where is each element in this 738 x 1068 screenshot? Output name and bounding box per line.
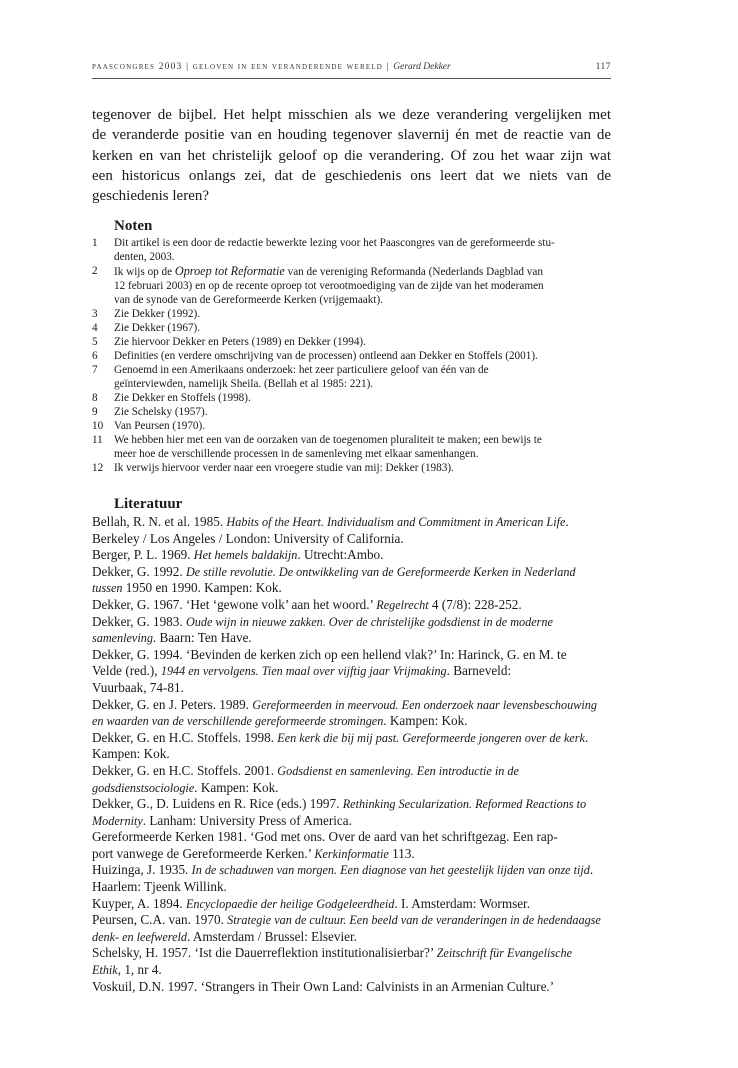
reference-line [92,696,611,714]
reference-text: Huizinga, J. 1935. [92,862,192,878]
reference-text: . [589,862,594,878]
reference-line [92,796,611,813]
note-item [92,433,611,461]
reference-text: . Kampen: Kok. [383,713,468,729]
reference-text: Dekker, G., D. Luidens en R. Rice (eds.) 1997. [92,796,343,812]
running-title: paascongres 2003 | geloven in een veranderende wereld | [92,62,390,72]
reference-line [92,812,611,830]
reference-title: 1944 en vervolgens. Tien maal over vijftig jaar Vrijmaking [160,664,447,679]
reference-text: Dekker, G. en H.C. Stoffels. 2001. [92,762,278,778]
reference-line [92,514,611,531]
note-item [92,307,611,321]
reference-line [92,563,611,581]
reference-line [92,713,611,730]
note-item [92,391,611,405]
reference-text: . Amsterdam / Brussel: Elsevier. [186,928,357,944]
notes-heading: Noten [114,218,153,234]
reference-title: Godsdienst en samenleving. Een introductie in de [277,763,519,778]
reference-line [92,845,611,863]
reference-line [92,580,611,597]
reference-text: . Baarn: Ten Have. [152,630,252,646]
reference-title: Oude wijn in nieuwe zakken. Over de christelijke godsdienst in de moderne [185,614,553,629]
note-line: meer hoe de verschillende processen in de samenleving met elkaar samenhangen. [114,448,479,460]
reference-text: 1950 en 1990. Kampen: Kok. [122,580,282,596]
reference-text: Dekker, G. en H.C. Stoffels. 1998. [92,729,278,745]
note-item [92,236,611,264]
reference-title: godsdienstsociologie [92,780,195,795]
note-number: 7 [92,364,98,376]
body-line: een historicus onlangs zei, dat de geschiedenis ons leert dat we niets van de [92,167,611,184]
note-item [92,264,611,307]
note-number: 8 [92,392,98,404]
running-head-author: Gerard Dekker [393,62,451,72]
reference-item [92,697,611,730]
body-line: kerken en van het christelijk geloof op die verandering. Of zou het waar zijn wat [92,147,611,164]
reference-line [92,895,611,913]
reference-line [92,596,611,614]
note-line: geïnterviewden, namelijk Sheila. (Bellah et al 1985: 221). [114,378,374,390]
reference-title: denk- en leefwereld [92,929,187,944]
reference-line [92,762,611,780]
reference-text: Bellah, R. N. et al. 1985. [92,514,227,529]
reference-text: 113. [388,845,415,861]
note-item [92,461,611,475]
reference-title: Regelrecht [376,597,429,612]
reference-title: Modernity [92,813,143,828]
reference-item [92,896,611,913]
reference-title: Gereformeerden in meervoud. Een onderzoek naar levensbeschouwing [252,697,597,712]
reference-text: , 1, nr 4. [117,962,162,978]
reference-line: Voskuil, D.N. 1997. ‘Strangers in Their Own Land: Calvinists in an Armenian Culture.’ [92,978,555,994]
reference-item [92,547,611,564]
note-line [114,264,611,279]
note-line: Van Peursen (1970). [114,420,206,432]
reference-item [92,862,611,895]
reference-item [92,597,611,614]
reference-item [92,979,611,996]
reference-item [92,763,611,796]
reference-item [92,514,611,547]
note-item [92,419,611,433]
note-line: Zie Schelsky (1957). [114,406,208,418]
reference-item [92,912,611,945]
note-line: 12 februari 2003) en op de recente oproep tot verootmoediging van de zijde van het moderamen [114,280,544,292]
reference-title: De stille revolutie. De ontwikkeling van de Gereformeerde Kerken in Nederland [185,564,576,579]
note-number: 12 [92,462,104,474]
reference-line [92,613,611,631]
reference-text: . Utrecht:Ambo. [297,547,384,563]
reference-line [92,962,611,979]
reference-line [92,630,611,647]
note-item [92,363,611,391]
body-line: tegenover de bijbel. Het helpt misschien als we deze verandering vergelijken met [92,107,611,123]
reference-line [92,862,611,879]
note-item [92,321,611,335]
body-paragraph [92,105,611,206]
reference-text: 4 (7/8): 228-252. [428,596,522,612]
note-line: Genoemd in een Amerikaans onderzoek: het zeer particuliere geloof van één van de [114,364,489,376]
reference-text: . Lanham: University Press of America. [142,812,352,828]
note-number: 10 [92,420,104,432]
notes-list [92,236,611,475]
reference-text: Dekker, G. en J. Peters. 1989. [92,696,253,712]
reference-line: Vuurbaak, 74-81. [92,679,184,695]
reference-text: . [584,729,589,745]
reference-line [92,928,611,946]
note-line: van de synode van de Gereformeerde Kerken (vrijgemaakt). [114,294,383,306]
reference-text: Dekker, G. 1992. [92,563,186,579]
reference-title: en waarden van de verschillende gereformeerde stromingen [92,714,384,729]
reference-title: Habits of the Heart. Individualism and Commitment in American Life [226,515,566,529]
reference-title: Kerkinformatie [314,846,389,861]
reference-title: Ethik [92,963,118,978]
note-number: 3 [92,308,98,320]
reference-item [92,829,611,862]
note-item [92,405,611,419]
note-line: Zie Dekker (1992). [114,308,201,320]
reference-text: Dekker, G. 1983. [92,613,186,629]
note-number: 11 [92,434,103,446]
body-line: geschiedenis leren? [92,188,210,205]
reference-title: Een kerk die bij mij past. Gereformeerde jongeren over de kerk [277,730,585,745]
note-number: 2 [92,265,98,277]
reference-line [92,663,611,680]
reference-item [92,647,611,697]
reference-title: Strategie van de cultuur. Een beeld van de veranderingen in de hedendaagse [227,913,601,928]
note-number: 5 [92,336,98,348]
reference-line [92,945,611,962]
running-head [92,62,611,72]
note-line: Ik verwijs hiervoor verder naar een vroegere studie van mij: Dekker (1983). [114,462,454,474]
literature-heading: Literatuur [114,496,183,512]
note-number: 4 [92,322,98,334]
note-line: denten, 2003. [114,251,175,263]
reference-title: In de schaduwen van morgen. Een diagnose van het geestelijk lijden van onze tijd [191,863,590,878]
reference-title: Het hemels baldakijn [193,548,298,563]
reference-line: Gereformeerde Kerken 1981. ‘God met ons. Over de aard van het schriftgezag. Een rap- [92,829,558,845]
reference-text: Dekker, G. 1967. ‘Het ‘gewone volk’ aan het woord.’ [92,596,377,612]
reference-text: Kuyper, A. 1894. [92,895,186,911]
reference-text: . [565,514,569,529]
note-number: 6 [92,350,98,362]
reference-text: . I. Amsterdam: Wormser. [394,895,531,911]
note-line: We hebben hier met een van de oorzaken van de toegenomen pluraliteit te maken; een bewijs te [114,434,542,446]
note-line: Definities (en verdere omschrijving van de processen) ontleend aan Dekker en Stoffels (2001). [114,350,538,362]
reference-title: Rethinking Secularization. Reformed Reactions to [342,797,587,812]
reference-title: Encyclopaedie der heilige Godgeleerdheid [185,896,395,911]
reference-title: samenleving [92,631,153,646]
reference-line [92,779,611,797]
reference-line [92,547,611,564]
note-number: 1 [92,237,98,249]
header-rule [92,78,611,79]
reference-line: Dekker, G. 1994. ‘Bevinden de kerken zich op een hellend vlak?’ In: Harinck, G. en M. te [92,646,567,662]
note-item [92,349,611,363]
reference-text: Peursen, C.A. van. 1970. [92,912,228,928]
reference-text: Schelsky, H. 1957. ‘Ist die Dauerreflektion institutionalisierbar?’ [92,945,437,961]
reference-item [92,945,611,978]
reference-line [92,912,611,929]
note-title-italic: Oproep tot Reformatie [174,264,285,278]
reference-line: Haarlem: Tjeenk Willink. [92,879,227,895]
note-line: Zie hiervoor Dekker en Peters (1989) en Dekker (1994). [114,336,366,348]
note-text: van de vereniging Reformanda (Nederlands Dagblad van [284,266,543,278]
reference-list [92,514,611,995]
note-line: Dit artikel is een door de redactie bewerkte lezing voor het Paascongres van de gereformeerde stu- [114,237,555,249]
reference-text: Velde (red.), [92,663,161,679]
reference-line: Berkeley / Los Angeles / London: University of California. [92,530,404,546]
reference-text: . Kampen: Kok. [194,779,279,795]
note-text: Ik wijs op de [114,266,175,278]
reference-text: . Barneveld: [446,663,512,679]
body-line: de veranderde positie van en houding tegenover slavernij én met de reactie van de [92,127,611,144]
note-line: Zie Dekker (1967). [114,322,201,334]
reference-text: port vanwege de Gereformeerde Kerken.’ [92,845,315,861]
note-item [92,335,611,349]
reference-item [92,796,611,829]
reference-line [92,729,611,747]
reference-item [92,564,611,597]
reference-text: Berger, P. L. 1969. [92,547,194,563]
note-number: 9 [92,406,98,418]
page-number: 117 [595,62,611,72]
reference-item [92,614,611,647]
note-line: Zie Dekker en Stoffels (1998). [114,392,251,404]
reference-title: tussen [92,581,123,596]
reference-title: Zeitschrift für Evangelische [436,946,573,961]
reference-line: Kampen: Kok. [92,746,170,762]
reference-item [92,730,611,763]
